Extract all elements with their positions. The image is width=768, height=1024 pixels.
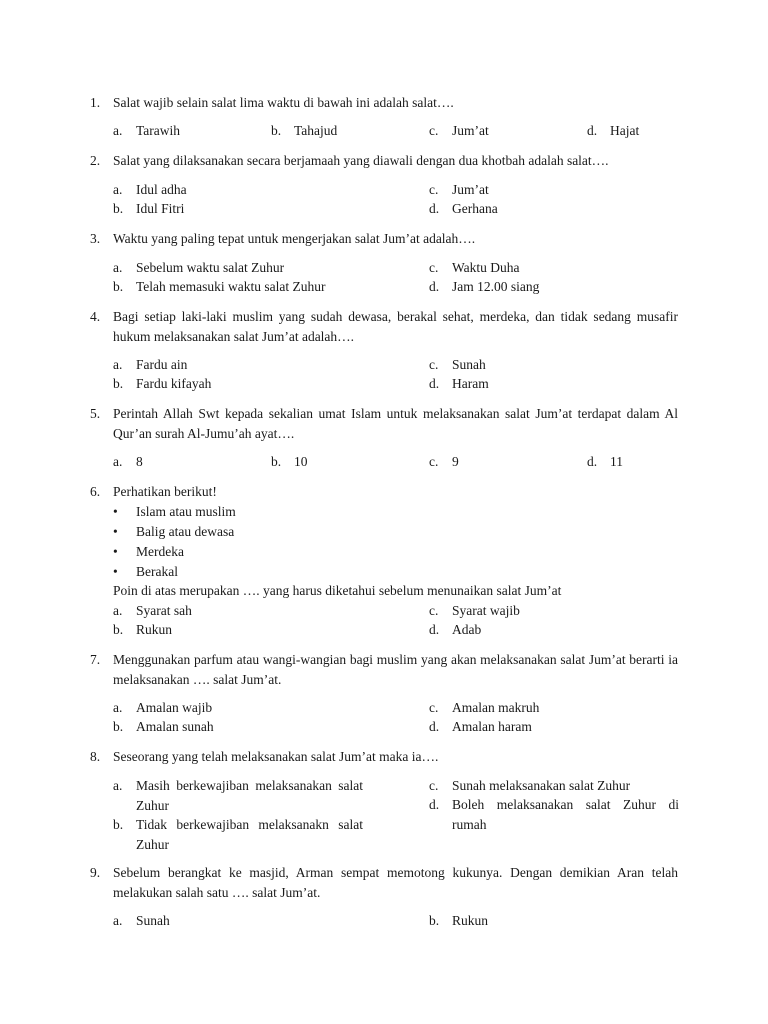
bullet-text: Merdeka: [136, 544, 184, 559]
bullet-icon: •: [113, 524, 118, 539]
option-a: [113, 258, 284, 278]
question-text: Perhatikan berikut!: [113, 484, 217, 499]
question-text: Menggunakan parfum atau wangi-wangian bagi muslim yang akan melaksanakan salat Jum’at berarti ia melaksanakan …. salat Jum’at.: [113, 652, 678, 687]
question-number: 7.: [90, 652, 101, 667]
option-d: [429, 620, 481, 640]
option-text: 8: [136, 454, 143, 469]
option-b: [271, 121, 337, 141]
option-text: Amalan haram: [452, 719, 532, 734]
option-letter: b.: [113, 817, 124, 832]
option-text: Rukun: [452, 913, 489, 928]
option-letter: a.: [113, 182, 123, 197]
option-c: [429, 180, 489, 200]
option-text: Idul Fitri: [136, 201, 185, 216]
option-letter: b.: [113, 279, 124, 294]
question-number: 5.: [90, 406, 101, 421]
option-b: [271, 452, 308, 472]
option-letter: c.: [429, 778, 439, 793]
bullet-item: [113, 502, 236, 522]
question-text: Seseorang yang telah melaksanakan salat Jum’at maka ia….: [113, 749, 439, 764]
option-text: Gerhana: [452, 201, 498, 216]
option-a: [113, 601, 192, 621]
option-c: [429, 698, 539, 718]
question-number: 8.: [90, 749, 101, 764]
option-b: [113, 620, 172, 640]
option-letter: b.: [113, 201, 124, 216]
bullet-icon: •: [113, 504, 118, 519]
option-d: [429, 199, 498, 219]
option-letter: b.: [113, 719, 124, 734]
option-a: [113, 180, 187, 200]
option-letter: d.: [429, 719, 440, 734]
question-number: 9.: [90, 865, 101, 880]
bullet-icon: •: [113, 544, 118, 559]
option-letter: c.: [429, 603, 439, 618]
bullet-icon: •: [113, 564, 118, 579]
option-text: Sebelum waktu salat Zuhur: [136, 260, 285, 275]
option-text: Boleh melaksanakan salat Zuhur di rumah: [452, 797, 679, 832]
option-text: Amalan wajib: [136, 700, 213, 715]
option-text: Idul adha: [136, 182, 187, 197]
option-text: Sunah: [136, 913, 170, 928]
option-text: Hajat: [610, 123, 640, 138]
option-text: 9: [452, 454, 459, 469]
option-letter: d.: [429, 797, 440, 812]
option-letter: c.: [429, 182, 439, 197]
option-text: Sunah melaksanakan salat Zuhur: [452, 778, 631, 793]
option-letter: a.: [113, 913, 123, 928]
option-text: Jam 12.00 siang: [452, 279, 540, 294]
option-d: [587, 121, 639, 141]
option-c: [429, 601, 520, 621]
option-letter: b.: [113, 376, 124, 391]
option-c: [429, 121, 489, 141]
option-letter: a.: [113, 603, 123, 618]
option-letter: c.: [429, 123, 439, 138]
option-letter: d.: [429, 279, 440, 294]
option-b: [113, 374, 211, 394]
option-a: [113, 121, 180, 141]
question-text: Salat yang dilaksanakan secara berjamaah yang diawali dengan dua khotbah adalah salat….: [113, 153, 609, 168]
option-letter: d.: [587, 454, 598, 469]
option-text: Sunah: [452, 357, 486, 372]
bullet-text: Islam atau muslim: [136, 504, 236, 519]
option-letter: b.: [271, 123, 282, 138]
option-b: [113, 199, 184, 219]
option-text: Waktu Duha: [452, 260, 520, 275]
option-text: Tahajud: [294, 123, 338, 138]
option-text: Jum’at: [452, 182, 489, 197]
option-text: 10: [294, 454, 308, 469]
option-d: [429, 717, 532, 737]
option-text: Tarawih: [136, 123, 181, 138]
option-c: [429, 355, 486, 375]
question-number: 3.: [90, 231, 101, 246]
option-text: Amalan sunah: [136, 719, 214, 734]
option-letter: a.: [113, 700, 123, 715]
option-letter: b.: [429, 913, 440, 928]
option-letter: a.: [113, 454, 123, 469]
question-number: 4.: [90, 309, 101, 324]
question-number: 2.: [90, 153, 101, 168]
question-number: 1.: [90, 95, 101, 110]
option-a: [113, 355, 187, 375]
option-letter: b.: [271, 454, 282, 469]
option-b: [113, 717, 214, 737]
bullet-text: Balig atau dewasa: [136, 524, 235, 539]
option-text: Syarat sah: [136, 603, 192, 618]
option-c: [429, 452, 459, 472]
bullet-item: [113, 562, 178, 582]
option-b: [113, 277, 326, 297]
option-letter: d.: [587, 123, 598, 138]
option-letter: a.: [113, 778, 123, 793]
option-d: [429, 277, 539, 297]
option-text: 11: [610, 454, 623, 469]
option-text: Haram: [452, 376, 489, 391]
option-a: [113, 911, 170, 931]
bullet-text: Berakal: [136, 564, 178, 579]
bullet-item: [113, 542, 184, 562]
option-text: Jum’at: [452, 123, 489, 138]
option-text: Amalan makruh: [452, 700, 540, 715]
question-text: Sebelum berangkat ke masjid, Arman sempat memotong kukunya. Dengan demikian Aran telah melakukan salah satu …. salat Jum’at.: [113, 865, 678, 900]
question-number: 6.: [90, 484, 101, 499]
option-letter: d.: [429, 622, 440, 637]
option-b: [429, 911, 488, 931]
option-letter: a.: [113, 357, 123, 372]
option-letter: a.: [113, 123, 123, 138]
option-letter: d.: [429, 201, 440, 216]
option-letter: c.: [429, 454, 439, 469]
option-text: Masih berkewajiban melaksanakan salat Zuhur: [136, 778, 363, 813]
option-letter: c.: [429, 260, 439, 275]
option-d: [429, 374, 489, 394]
question-followup: Poin di atas merupakan …. yang harus diketahui sebelum menunaikan salat Jum’at: [113, 583, 562, 598]
option-letter: c.: [429, 700, 439, 715]
option-text: Telah memasuki waktu salat Zuhur: [136, 279, 326, 294]
option-text: Rukun: [136, 622, 173, 637]
option-letter: b.: [113, 622, 124, 637]
question-text: Salat wajib selain salat lima waktu di bawah ini adalah salat….: [113, 95, 454, 110]
option-a: [113, 452, 143, 472]
option-d: [587, 452, 623, 472]
option-text: Fardu ain: [136, 357, 188, 372]
bullet-item: [113, 522, 234, 542]
question-text: Perintah Allah Swt kepada sekalian umat Islam untuk melaksanakan salat Jum’at terdapat dalam Al Qur’an surah Al-Jumu’ah ayat….: [113, 406, 678, 441]
question-text: Waktu yang paling tepat untuk mengerjakan salat Jum’at adalah….: [113, 231, 476, 246]
option-letter: a.: [113, 260, 123, 275]
option-text: Adab: [452, 622, 482, 637]
option-text: Tidak berkewajiban melaksanakn salat Zuhur: [136, 817, 363, 852]
option-c: [429, 258, 520, 278]
option-a: [113, 698, 212, 718]
option-letter: c.: [429, 357, 439, 372]
option-letter: d.: [429, 376, 440, 391]
option-text: Syarat wajib: [452, 603, 520, 618]
question-text: Bagi setiap laki-laki muslim yang sudah dewasa, berakal sehat, merdeka, dan tidak sedang musafir hukum melaksanakan salat Jum’at adalah….: [113, 309, 678, 344]
option-text: Fardu kifayah: [136, 376, 212, 391]
